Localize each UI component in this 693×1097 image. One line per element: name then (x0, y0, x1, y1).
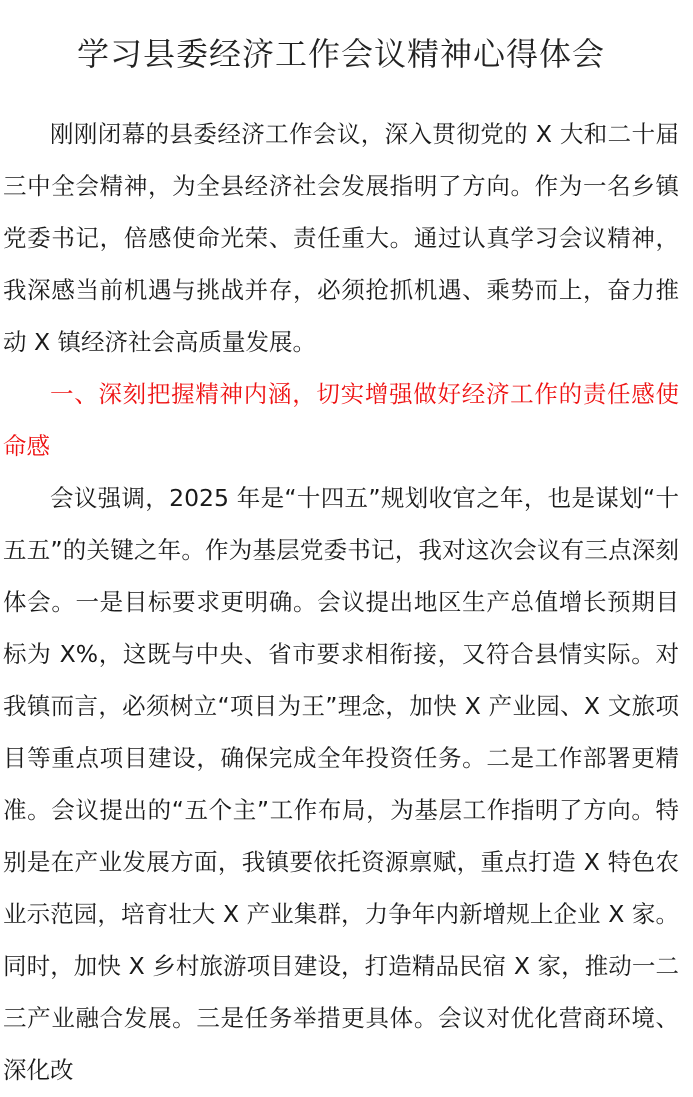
section-heading-1: 一、深刻把握精神内涵，切实增强做好经济工作的责任感使命感 (3, 380, 679, 460)
document-title: 学习县委经济工作会议精神心得体会 (76, 35, 605, 73)
body-paragraph: 会议强调，2025 年是“十四五”规划收官之年，也是谋划“十五五”的关键之年。作为基层党委书记，我对这次会议有三点深刻体会。一是目标要求更明确。会议提出地区生产总值增长预期目标为 X%，这既与中央、省市要求相衔接，又符合县情实际。对我镇而言，必须树立“项目为王”理念，加快 X 产业园、X 文旅项目等重点项目建设，确保完成全年投资任务。二是工作部署更精准。会议提出的“五个主”工作布局，为基层工作指明了方向。特别是在产业发展方面，我镇要依托资源禀赋，重点打造 X 特色农业示范园，培育壮大 X 产业集群，力争年内新增规上企业 X 家。同时，加快 X 乡村旅游项目建设，打造精品民宿 X 家，推动一二三产业融合发展。三是任务举措更具体。会议对优化营商环境、深化改 (3, 484, 679, 1084)
intro-paragraph: 刚刚闭幕的县委经济工作会议，深入贯彻党的 X 大和二十届三中全会精神，为全县经济社会发展指明了方向。作为一名乡镇党委书记，倍感使命光荣、责任重大。通过认真学习会议精神，我深感当前机遇与挑战并存，必须抢抓机遇、乘势而上，奋力推动 X 镇经济社会高质量发展。 (3, 120, 679, 356)
